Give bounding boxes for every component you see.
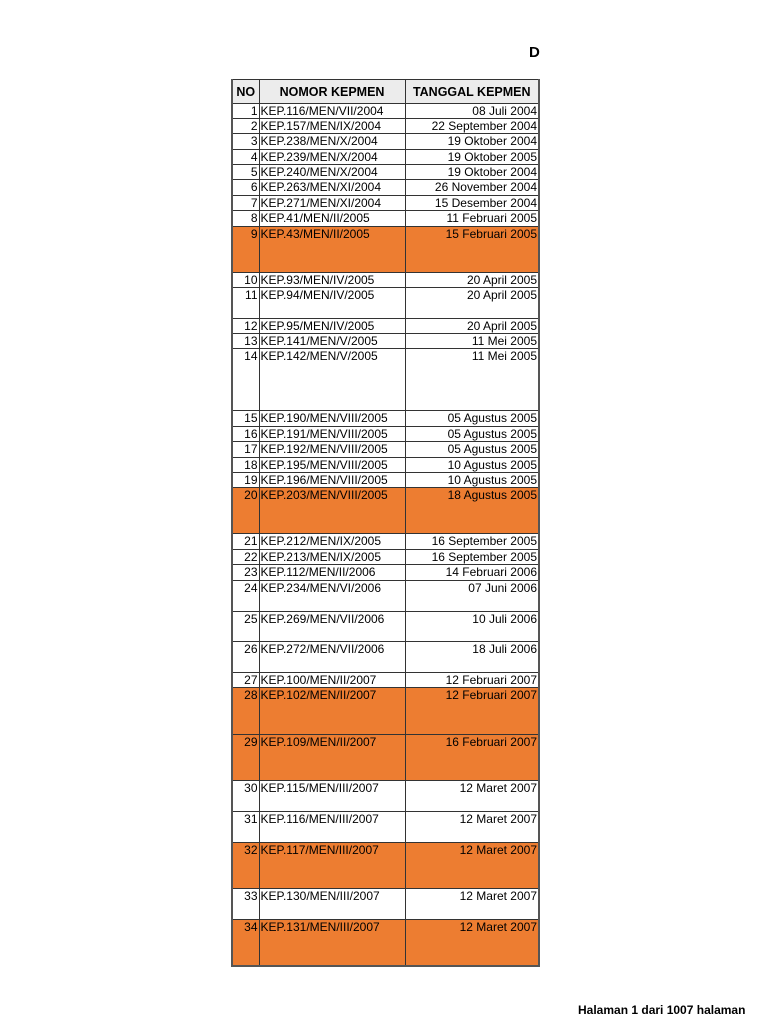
table-row: [232, 227, 539, 273]
kepmen-number: KEP.240/MEN/X/2004: [259, 165, 405, 180]
table-row: [232, 273, 539, 288]
table-row: [232, 581, 539, 612]
row-number: 27: [232, 673, 259, 688]
row-number: 1: [232, 104, 259, 119]
kepmen-number: KEP.239/MEN/X/2004: [259, 150, 405, 165]
table-row: [232, 349, 539, 411]
kepmen-date: 10 Juli 2006: [405, 612, 539, 642]
kepmen-number: KEP.93/MEN/IV/2005: [259, 273, 405, 288]
kepmen-number: KEP.43/MEN/II/2005: [259, 227, 405, 273]
row-number: 10: [232, 273, 259, 288]
kepmen-number: KEP.102/MEN/II/2007: [259, 688, 405, 735]
table-row: [232, 165, 539, 180]
kepmen-number: KEP.271/MEN/XI/2004: [259, 196, 405, 211]
kepmen-date: 16 September 2005: [405, 534, 539, 550]
row-number: 11: [232, 288, 259, 319]
row-number: 29: [232, 735, 259, 781]
kepmen-date: 12 Maret 2007: [405, 889, 539, 920]
table-row: [232, 150, 539, 165]
row-number: 4: [232, 150, 259, 165]
table-row: [232, 119, 539, 134]
kepmen-date: 11 Februari 2005: [405, 211, 539, 227]
kepmen-number: KEP.191/MEN/VIII/2005: [259, 427, 405, 442]
row-number: 25: [232, 612, 259, 642]
row-number: 33: [232, 889, 259, 920]
row-number: 8: [232, 211, 259, 227]
kepmen-date: 19 Oktober 2004: [405, 165, 539, 180]
table-row: [232, 488, 539, 534]
kepmen-date: 16 September 2005: [405, 550, 539, 565]
kepmen-date: 08 Juli 2004: [405, 104, 539, 119]
kepmen-number: KEP.157/MEN/IX/2004: [259, 119, 405, 134]
kepmen-number: KEP.269/MEN/VII/2006: [259, 612, 405, 642]
table-row: [232, 534, 539, 550]
kepmen-date: 10 Agustus 2005: [405, 473, 539, 488]
kepmen-date: 19 Oktober 2005: [405, 150, 539, 165]
row-number: 14: [232, 349, 259, 411]
row-number: 23: [232, 565, 259, 581]
kepmen-number: KEP.94/MEN/IV/2005: [259, 288, 405, 319]
kepmen-date: 12 Februari 2007: [405, 673, 539, 688]
table-row: [232, 550, 539, 565]
table-row: [232, 889, 539, 920]
kepmen-number: KEP.115/MEN/III/2007: [259, 781, 405, 812]
kepmen-date: 12 Maret 2007: [405, 781, 539, 812]
table-row: [232, 735, 539, 781]
kepmen-date: 07 Juni 2006: [405, 581, 539, 612]
kepmen-number: KEP.203/MEN/VIII/2005: [259, 488, 405, 534]
kepmen-date: 12 Maret 2007: [405, 843, 539, 889]
table-row: [232, 442, 539, 458]
table-row: [232, 134, 539, 150]
row-number: 17: [232, 442, 259, 458]
kepmen-date: 16 Februari 2007: [405, 735, 539, 781]
header-nomor-kepmen: NOMOR KEPMEN: [259, 80, 405, 104]
row-number: 16: [232, 427, 259, 442]
table-row: [232, 812, 539, 843]
kepmen-date: 12 Februari 2007: [405, 688, 539, 735]
row-number: 3: [232, 134, 259, 150]
page-corner-letter: D: [529, 44, 540, 61]
kepmen-number: KEP.112/MEN/II/2006: [259, 565, 405, 581]
kepmen-number: KEP.41/MEN/II/2005: [259, 211, 405, 227]
kepmen-date: 18 Juli 2006: [405, 642, 539, 673]
table-row: [232, 612, 539, 642]
kepmen-date: 20 April 2005: [405, 288, 539, 319]
row-number: 6: [232, 180, 259, 196]
table-row: [232, 319, 539, 334]
kepmen-number: KEP.212/MEN/IX/2005: [259, 534, 405, 550]
table-row: [232, 104, 539, 119]
kepmen-number: KEP.142/MEN/V/2005: [259, 349, 405, 411]
row-number: 2: [232, 119, 259, 134]
kepmen-date: 05 Agustus 2005: [405, 411, 539, 427]
table-row: [232, 565, 539, 581]
row-number: 20: [232, 488, 259, 534]
kepmen-date: 14 Februari 2006: [405, 565, 539, 581]
kepmen-date: 20 April 2005: [405, 273, 539, 288]
kepmen-number: KEP.116/MEN/III/2007: [259, 812, 405, 843]
row-number: 13: [232, 334, 259, 349]
row-number: 24: [232, 581, 259, 612]
row-number: 32: [232, 843, 259, 889]
row-number: 7: [232, 196, 259, 211]
kepmen-number: KEP.117/MEN/III/2007: [259, 843, 405, 889]
kepmen-number: KEP.272/MEN/VII/2006: [259, 642, 405, 673]
table-row: [232, 688, 539, 735]
row-number: 21: [232, 534, 259, 550]
table-row: [232, 411, 539, 427]
row-number: 30: [232, 781, 259, 812]
row-number: 18: [232, 458, 259, 473]
table-row: [232, 180, 539, 196]
table-row: [232, 642, 539, 673]
kepmen-number: KEP.100/MEN/II/2007: [259, 673, 405, 688]
table-row: [232, 458, 539, 473]
row-number: 19: [232, 473, 259, 488]
kepmen-date: 19 Oktober 2004: [405, 134, 539, 150]
table-row: [232, 288, 539, 319]
kepmen-number: KEP.130/MEN/III/2007: [259, 889, 405, 920]
kepmen-number: KEP.131/MEN/III/2007: [259, 920, 405, 966]
row-number: 22: [232, 550, 259, 565]
kepmen-date: 15 Februari 2005: [405, 227, 539, 273]
kepmen-date: 15 Desember 2004: [405, 196, 539, 211]
table-header-row: [232, 80, 539, 104]
table-row: [232, 427, 539, 442]
page-footer: Halaman 1 dari 1007 halaman: [578, 1003, 746, 1017]
kepmen-number: KEP.263/MEN/XI/2004: [259, 180, 405, 196]
table-row: [232, 920, 539, 966]
kepmen-date: 11 Mei 2005: [405, 349, 539, 411]
row-number: 12: [232, 319, 259, 334]
kepmen-date: 26 November 2004: [405, 180, 539, 196]
table-row: [232, 334, 539, 349]
kepmen-number: KEP.95/MEN/IV/2005: [259, 319, 405, 334]
row-number: 26: [232, 642, 259, 673]
table-row: [232, 196, 539, 211]
kepmen-date: 12 Maret 2007: [405, 812, 539, 843]
row-number: 15: [232, 411, 259, 427]
kepmen-date: 11 Mei 2005: [405, 334, 539, 349]
kepmen-number: KEP.116/MEN/VII/2004: [259, 104, 405, 119]
table-row: [232, 673, 539, 688]
table-row: [232, 473, 539, 488]
kepmen-number: KEP.238/MEN/X/2004: [259, 134, 405, 150]
kepmen-table: [231, 79, 540, 967]
kepmen-number: KEP.192/MEN/VIII/2005: [259, 442, 405, 458]
kepmen-date: 10 Agustus 2005: [405, 458, 539, 473]
table-body: [232, 104, 539, 966]
kepmen-number: KEP.141/MEN/V/2005: [259, 334, 405, 349]
row-number: 9: [232, 227, 259, 273]
kepmen-date: 18 Agustus 2005: [405, 488, 539, 534]
table-row: [232, 211, 539, 227]
kepmen-date: 20 April 2005: [405, 319, 539, 334]
kepmen-date: 12 Maret 2007: [405, 920, 539, 966]
kepmen-date: 22 September 2004: [405, 119, 539, 134]
kepmen-number: KEP.196/MEN/VIII/2005: [259, 473, 405, 488]
header-no: NO: [232, 80, 259, 104]
table-row: [232, 781, 539, 812]
row-number: 34: [232, 920, 259, 966]
row-number: 28: [232, 688, 259, 735]
kepmen-number: KEP.213/MEN/IX/2005: [259, 550, 405, 565]
kepmen-date: 05 Agustus 2005: [405, 442, 539, 458]
kepmen-date: 05 Agustus 2005: [405, 427, 539, 442]
table-row: [232, 843, 539, 889]
kepmen-number: KEP.190/MEN/VIII/2005: [259, 411, 405, 427]
header-tanggal-kepmen: TANGGAL KEPMEN: [405, 80, 539, 104]
kepmen-number: KEP.234/MEN/VI/2006: [259, 581, 405, 612]
row-number: 5: [232, 165, 259, 180]
row-number: 31: [232, 812, 259, 843]
kepmen-number: KEP.195/MEN/VIII/2005: [259, 458, 405, 473]
kepmen-number: KEP.109/MEN/II/2007: [259, 735, 405, 781]
